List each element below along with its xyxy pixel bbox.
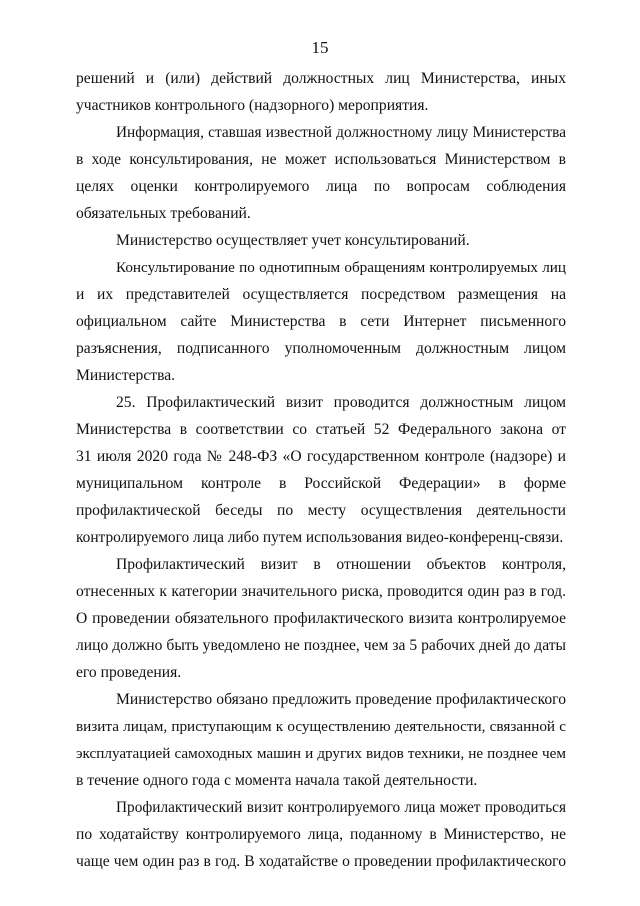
text-line: профилактической беседы по месту осуществления деятельности — [76, 502, 566, 519]
text-line: отнесенных к категории значительного риска, проводится один раз в год. — [76, 583, 566, 600]
text-line: обязательных требований. — [76, 205, 251, 222]
text-line: Министерства. — [76, 367, 176, 384]
text-line: Информация, ставшая известной должностному лицу Министерства — [116, 124, 566, 141]
text-line: официальном сайте Министерства в сети Интернет письменного — [76, 313, 566, 330]
text-line: лицо должно быть уведомлено не позднее, чем за 5 рабочих дней до даты — [76, 637, 566, 654]
text-line: участников контрольного (надзорного) мероприятия. — [76, 97, 429, 114]
text-line: его проведения. — [76, 664, 182, 681]
text-line: по ходатайству контролируемого лица, поданному в Министерство, не — [76, 826, 566, 843]
page-number: 15 — [311, 38, 329, 57]
body-text — [76, 65, 566, 875]
text-line: О проведении обязательного профилактического визита контролируемое — [76, 610, 566, 627]
text-line: Министерства в соответствии со статьей 52 Федерального закона от — [76, 421, 566, 438]
text-line: 31 июля 2020 года № 248-ФЗ «О государственном контроле (надзоре) и — [76, 448, 566, 465]
text-line: муниципальном контроле в Российской Федерации» в форме — [76, 475, 566, 492]
text-line: визита лицам, приступающим к осуществлению деятельности, связанной с — [76, 718, 566, 735]
text-line: Профилактический визит в отношении объектов контроля, — [116, 556, 566, 573]
text-line: эксплуатацией самоходных машин и других видов техники, не позднее чем — [76, 745, 566, 762]
text-line: 25. Профилактический визит проводится должностным лицом — [116, 394, 566, 411]
text-line: решений и (или) действий должностных лиц Министерства, иных — [76, 70, 566, 87]
text-line: в течение одного года с момента начала такой деятельности. — [76, 772, 478, 789]
text-line: Министерство осуществляет учет консультирований. — [116, 232, 470, 249]
text-line: Консультирование по однотипным обращениям контролируемых лиц — [116, 259, 566, 276]
text-line: контролируемого лица либо путем использования видео-конференц-связи. — [76, 529, 564, 546]
text-line: целях оценки контролируемого лица по вопросам соблюдения — [76, 178, 566, 195]
text-line: разъяснения, подписанного уполномоченным должностным лицом — [76, 340, 566, 357]
text-line: Профилактический визит контролируемого лица может проводиться — [116, 799, 566, 816]
text-line: в ходе консультирования, не может использоваться Министерством в — [76, 151, 566, 168]
text-line: и их представителей осуществляется посредством размещения на — [76, 286, 566, 303]
text-line: Министерство обязано предложить проведение профилактического — [116, 691, 566, 708]
text-line: чаще чем один раз в год. В ходатайстве о проведении профилактического — [76, 853, 566, 870]
